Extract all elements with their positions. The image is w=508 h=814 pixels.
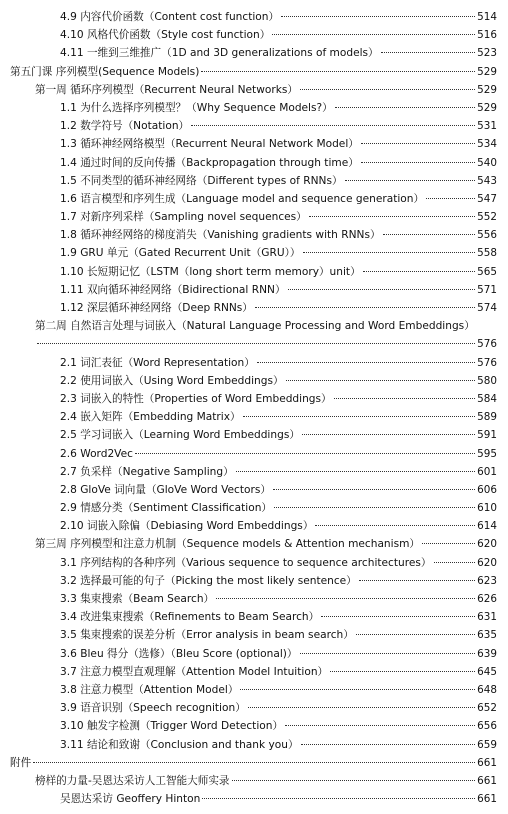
toc-entry-title: 2.9 情感分类（Sentiment Classification） <box>60 502 272 515</box>
toc-entry-title: 2.6 Word2Vec <box>60 447 133 460</box>
toc-entry-page: 523 <box>477 47 497 60</box>
toc-entry-title: 1.3 循环神经网络模型（Recurrent Neural Network Model） <box>60 138 359 151</box>
toc-entry[interactable] <box>0 663 508 681</box>
dot-leader <box>232 780 476 781</box>
toc-week-entry[interactable] <box>0 772 508 790</box>
toc-week-entry[interactable] <box>0 535 508 553</box>
dot-leader <box>303 252 476 253</box>
toc-entry[interactable] <box>0 135 508 153</box>
toc-entry-page: 635 <box>477 629 497 642</box>
dot-leader <box>321 616 475 617</box>
dot-leader <box>434 562 476 563</box>
dot-leader <box>273 489 475 490</box>
toc-entry-page: 639 <box>477 647 497 660</box>
toc-entry-page: 534 <box>477 138 497 151</box>
toc-entry[interactable] <box>0 717 508 735</box>
toc-entry-title: 第三周 序列模型和注意力机制（Sequence models & Attention mechanism） <box>35 538 421 551</box>
toc-entry-title: 1.1 为什么选择序列模型？（Why Sequence Models?） <box>60 101 333 114</box>
dot-leader <box>248 707 475 708</box>
toc-entry[interactable] <box>0 372 508 390</box>
toc-entry[interactable] <box>0 699 508 717</box>
toc-entry-title: 1.4 通过时间的反向传播（Backpropagation through time） <box>60 156 359 169</box>
toc-entry[interactable] <box>0 354 508 372</box>
toc-entry-title: 3.10 触发字检测（Trigger Word Detection） <box>60 720 284 733</box>
table-of-contents <box>0 8 508 808</box>
toc-entry-page: 614 <box>477 520 497 533</box>
dot-leader <box>240 689 475 690</box>
toc-week-entry-continuation[interactable] <box>0 335 508 353</box>
toc-entry-title: 2.5 学习词嵌入（Learning Word Embeddings） <box>60 429 300 442</box>
toc-entry-title: 1.7 对新序列采样（Sampling novel sequences） <box>60 211 307 224</box>
toc-entry-page: 620 <box>477 538 497 551</box>
toc-entry-title: 1.2 数学符号（Notation） <box>60 120 190 133</box>
toc-entry-page: 543 <box>477 174 497 187</box>
toc-entry-title: 3.8 注意力模型（Attention Model） <box>60 683 239 696</box>
dot-leader <box>135 453 475 454</box>
toc-entry-page: 540 <box>477 156 497 169</box>
toc-entry[interactable] <box>0 445 508 463</box>
toc-entry-title: 1.5 不同类型的循环神经网络（Different types of RNNs） <box>60 174 343 187</box>
toc-entry-title: 3.3 集束搜索（Beam Search） <box>60 593 215 605</box>
dot-leader <box>335 107 475 108</box>
toc-entry-page: 631 <box>477 611 497 624</box>
toc-entry-page: 552 <box>477 211 497 224</box>
toc-entry[interactable] <box>0 299 508 317</box>
toc-entry[interactable] <box>0 790 508 808</box>
dot-leader <box>426 198 475 199</box>
toc-week-entry-wrapped[interactable] <box>0 317 508 335</box>
toc-entry-page: 529 <box>477 83 497 96</box>
dot-leader <box>191 125 475 126</box>
toc-entry[interactable] <box>0 44 508 62</box>
toc-entry-title: 3.2 选择最可能的句子（Picking the most likely sentence） <box>60 574 357 587</box>
dot-leader <box>363 271 475 272</box>
toc-entry[interactable] <box>0 463 508 481</box>
toc-entry-title: 2.2 使用词嵌入（Using Word Embeddings） <box>60 374 284 387</box>
toc-entry[interactable] <box>0 26 508 44</box>
toc-entry-page: 584 <box>477 392 497 405</box>
dot-leader <box>33 762 475 763</box>
toc-entry-title: 1.12 深层循环神经网络（Deep RNNs） <box>60 302 253 314</box>
toc-appendix-entry[interactable] <box>0 754 508 772</box>
dot-leader <box>216 598 475 599</box>
toc-entry-page: 556 <box>477 229 497 242</box>
toc-entry[interactable] <box>0 408 508 426</box>
toc-entry[interactable] <box>0 226 508 244</box>
toc-entry-title: 3.9 语音识别（Speech recognition） <box>60 702 246 715</box>
toc-entry[interactable] <box>0 481 508 499</box>
dot-leader <box>361 162 475 163</box>
toc-entry-title: 3.11 结论和致谢（Conclusion and thank you） <box>60 738 299 751</box>
toc-entry-page: 648 <box>477 683 497 696</box>
toc-entry-title: 1.10 长短期记忆（LSTM（long short term memory）unit） <box>60 265 361 278</box>
toc-entry-page: 529 <box>477 65 497 78</box>
toc-entry-page: 661 <box>477 756 497 769</box>
toc-entry[interactable] <box>0 572 508 590</box>
toc-entry-page: 659 <box>477 738 497 751</box>
toc-entry[interactable] <box>0 426 508 444</box>
dot-leader <box>201 71 475 72</box>
toc-entry-page: 652 <box>477 702 497 715</box>
toc-entry[interactable] <box>0 8 508 26</box>
toc-entry[interactable] <box>0 590 508 608</box>
toc-entry[interactable] <box>0 645 508 663</box>
toc-entry-title: 1.9 GRU 单元（Gated Recurrent Unit（GRU）） <box>60 247 301 260</box>
toc-entry-title: 4.11 一维到三维推广（1D and 3D generalizations of models） <box>60 47 379 60</box>
toc-entry-page: 626 <box>477 593 497 605</box>
toc-entry-page: 623 <box>477 574 497 587</box>
toc-entry-title: 第一周 循环序列模型（Recurrent Neural Networks） <box>35 83 298 96</box>
toc-entry[interactable] <box>0 736 508 754</box>
dot-leader <box>300 89 475 90</box>
toc-entry[interactable] <box>0 208 508 226</box>
dot-leader <box>288 289 476 290</box>
toc-entry-page: 610 <box>477 502 497 515</box>
toc-entry-page: 574 <box>477 302 497 314</box>
toc-entry[interactable] <box>0 554 508 572</box>
toc-entry-page: 601 <box>477 465 497 478</box>
dot-leader <box>37 343 475 344</box>
dot-leader <box>286 380 476 381</box>
dot-leader <box>202 798 475 799</box>
dot-leader <box>383 234 476 235</box>
toc-entry[interactable] <box>0 154 508 172</box>
toc-entry-page: 514 <box>477 11 497 23</box>
dot-leader <box>272 34 475 35</box>
toc-entry-title: 吴恩达采访 Geoffery Hinton <box>60 793 201 806</box>
toc-entry-title: 1.11 双向循环神经网络（Bidirectional RNN） <box>60 283 286 296</box>
dot-leader <box>243 416 476 417</box>
toc-entry-page: 595 <box>477 447 497 460</box>
toc-entry-page: 589 <box>477 411 497 424</box>
toc-entry-page: 580 <box>477 374 497 387</box>
toc-entry-page: 565 <box>477 265 497 278</box>
toc-entry-page: 656 <box>477 720 497 733</box>
dot-leader <box>302 434 475 435</box>
toc-entry-title: 2.7 负采样（Negative Sampling） <box>60 465 234 478</box>
toc-course-entry[interactable] <box>0 63 508 81</box>
dot-leader <box>422 543 475 544</box>
toc-entry-page: 558 <box>477 247 497 260</box>
dot-leader <box>334 398 476 399</box>
toc-entry-title: 4.10 风格代价函数（Style cost function） <box>60 29 271 42</box>
toc-entry[interactable] <box>0 244 508 262</box>
toc-entry-page: 571 <box>477 283 497 296</box>
toc-entry-page: 576 <box>477 356 497 369</box>
toc-entry-page: 591 <box>477 429 497 442</box>
toc-entry-title: 3.5 集束搜索的误差分析（Error analysis in beam search） <box>60 629 354 642</box>
toc-entry[interactable] <box>0 499 508 517</box>
dot-leader <box>301 744 476 745</box>
dot-leader <box>274 507 475 508</box>
toc-entry[interactable] <box>0 117 508 135</box>
toc-entry-title: 第二周 自然语言处理与词嵌入（Natural Language Processing and Word Embeddings） <box>35 320 475 333</box>
dot-leader <box>361 143 475 144</box>
toc-entry-title: 2.10 词嵌入除偏（Debiasing Word Embeddings） <box>60 520 314 533</box>
toc-entry-title: 3.1 序列结构的各种序列（Various sequence to sequence architectures） <box>60 556 432 569</box>
dot-leader <box>300 653 476 654</box>
toc-week-entry[interactable] <box>0 81 508 99</box>
toc-entry-title: 3.6 Bleu 得分（选修）（Bleu Score (optional)） <box>60 647 298 660</box>
toc-entry-page: 531 <box>477 120 497 133</box>
toc-entry-title: 第五门课 序列模型(Sequence Models) <box>10 65 200 78</box>
toc-entry-page: 661 <box>477 774 497 787</box>
toc-entry[interactable] <box>0 390 508 408</box>
toc-entry-page: 645 <box>477 665 497 678</box>
dot-leader <box>359 580 475 581</box>
toc-entry-page: 516 <box>477 29 497 42</box>
toc-entry[interactable] <box>0 608 508 626</box>
toc-entry-title: 2.1 词汇表征（Word Representation） <box>60 356 255 369</box>
dot-leader <box>309 216 475 217</box>
toc-entry[interactable] <box>0 517 508 535</box>
dot-leader <box>285 725 475 726</box>
dot-leader <box>257 362 475 363</box>
toc-entry[interactable] <box>0 172 508 190</box>
toc-entry-title: 3.4 改进集束搜索（Refinements to Beam Search） <box>60 611 320 624</box>
toc-entry-page: 661 <box>477 793 497 806</box>
toc-entry-title: 2.3 词嵌入的特性（Properties of Word Embeddings） <box>60 392 332 405</box>
toc-entry-title: 2.8 GloVe 词向量（GloVe Word Vectors） <box>60 483 271 496</box>
toc-entry-title: 4.9 内容代价函数（Content cost function） <box>60 11 280 23</box>
toc-entry-title: 1.6 语言模型和序列生成（Language model and sequence generation） <box>60 192 425 205</box>
toc-entry-title: 榜样的力量-吴恩达采访人工智能大师实录 <box>35 774 230 787</box>
toc-entry-page: 606 <box>477 483 497 496</box>
dot-leader <box>330 671 475 672</box>
toc-entry[interactable] <box>0 263 508 281</box>
toc-entry-title: 3.7 注意力模型直观理解（Attention Model Intuition） <box>60 665 329 678</box>
dot-leader <box>381 52 476 53</box>
dot-leader <box>281 16 475 17</box>
toc-entry-title: 2.4 嵌入矩阵（Embedding Matrix） <box>60 411 241 424</box>
toc-entry-page: 576 <box>477 338 497 351</box>
toc-entry-title: 附件 <box>10 756 32 769</box>
toc-entry-page: 547 <box>477 192 497 205</box>
toc-entry-page: 529 <box>477 101 497 114</box>
dot-leader <box>356 634 475 635</box>
toc-entry[interactable] <box>0 626 508 644</box>
toc-entry-page: 620 <box>477 556 497 569</box>
dot-leader <box>345 180 476 181</box>
toc-entry[interactable] <box>0 281 508 299</box>
toc-entry[interactable] <box>0 190 508 208</box>
dot-leader <box>315 525 475 526</box>
toc-entry[interactable] <box>0 681 508 699</box>
dot-leader <box>236 471 475 472</box>
toc-entry-title: 1.8 循环神经网络的梯度消失（Vanishing gradients with RNNs） <box>60 229 381 242</box>
toc-entry[interactable] <box>0 99 508 117</box>
dot-leader <box>255 307 475 308</box>
